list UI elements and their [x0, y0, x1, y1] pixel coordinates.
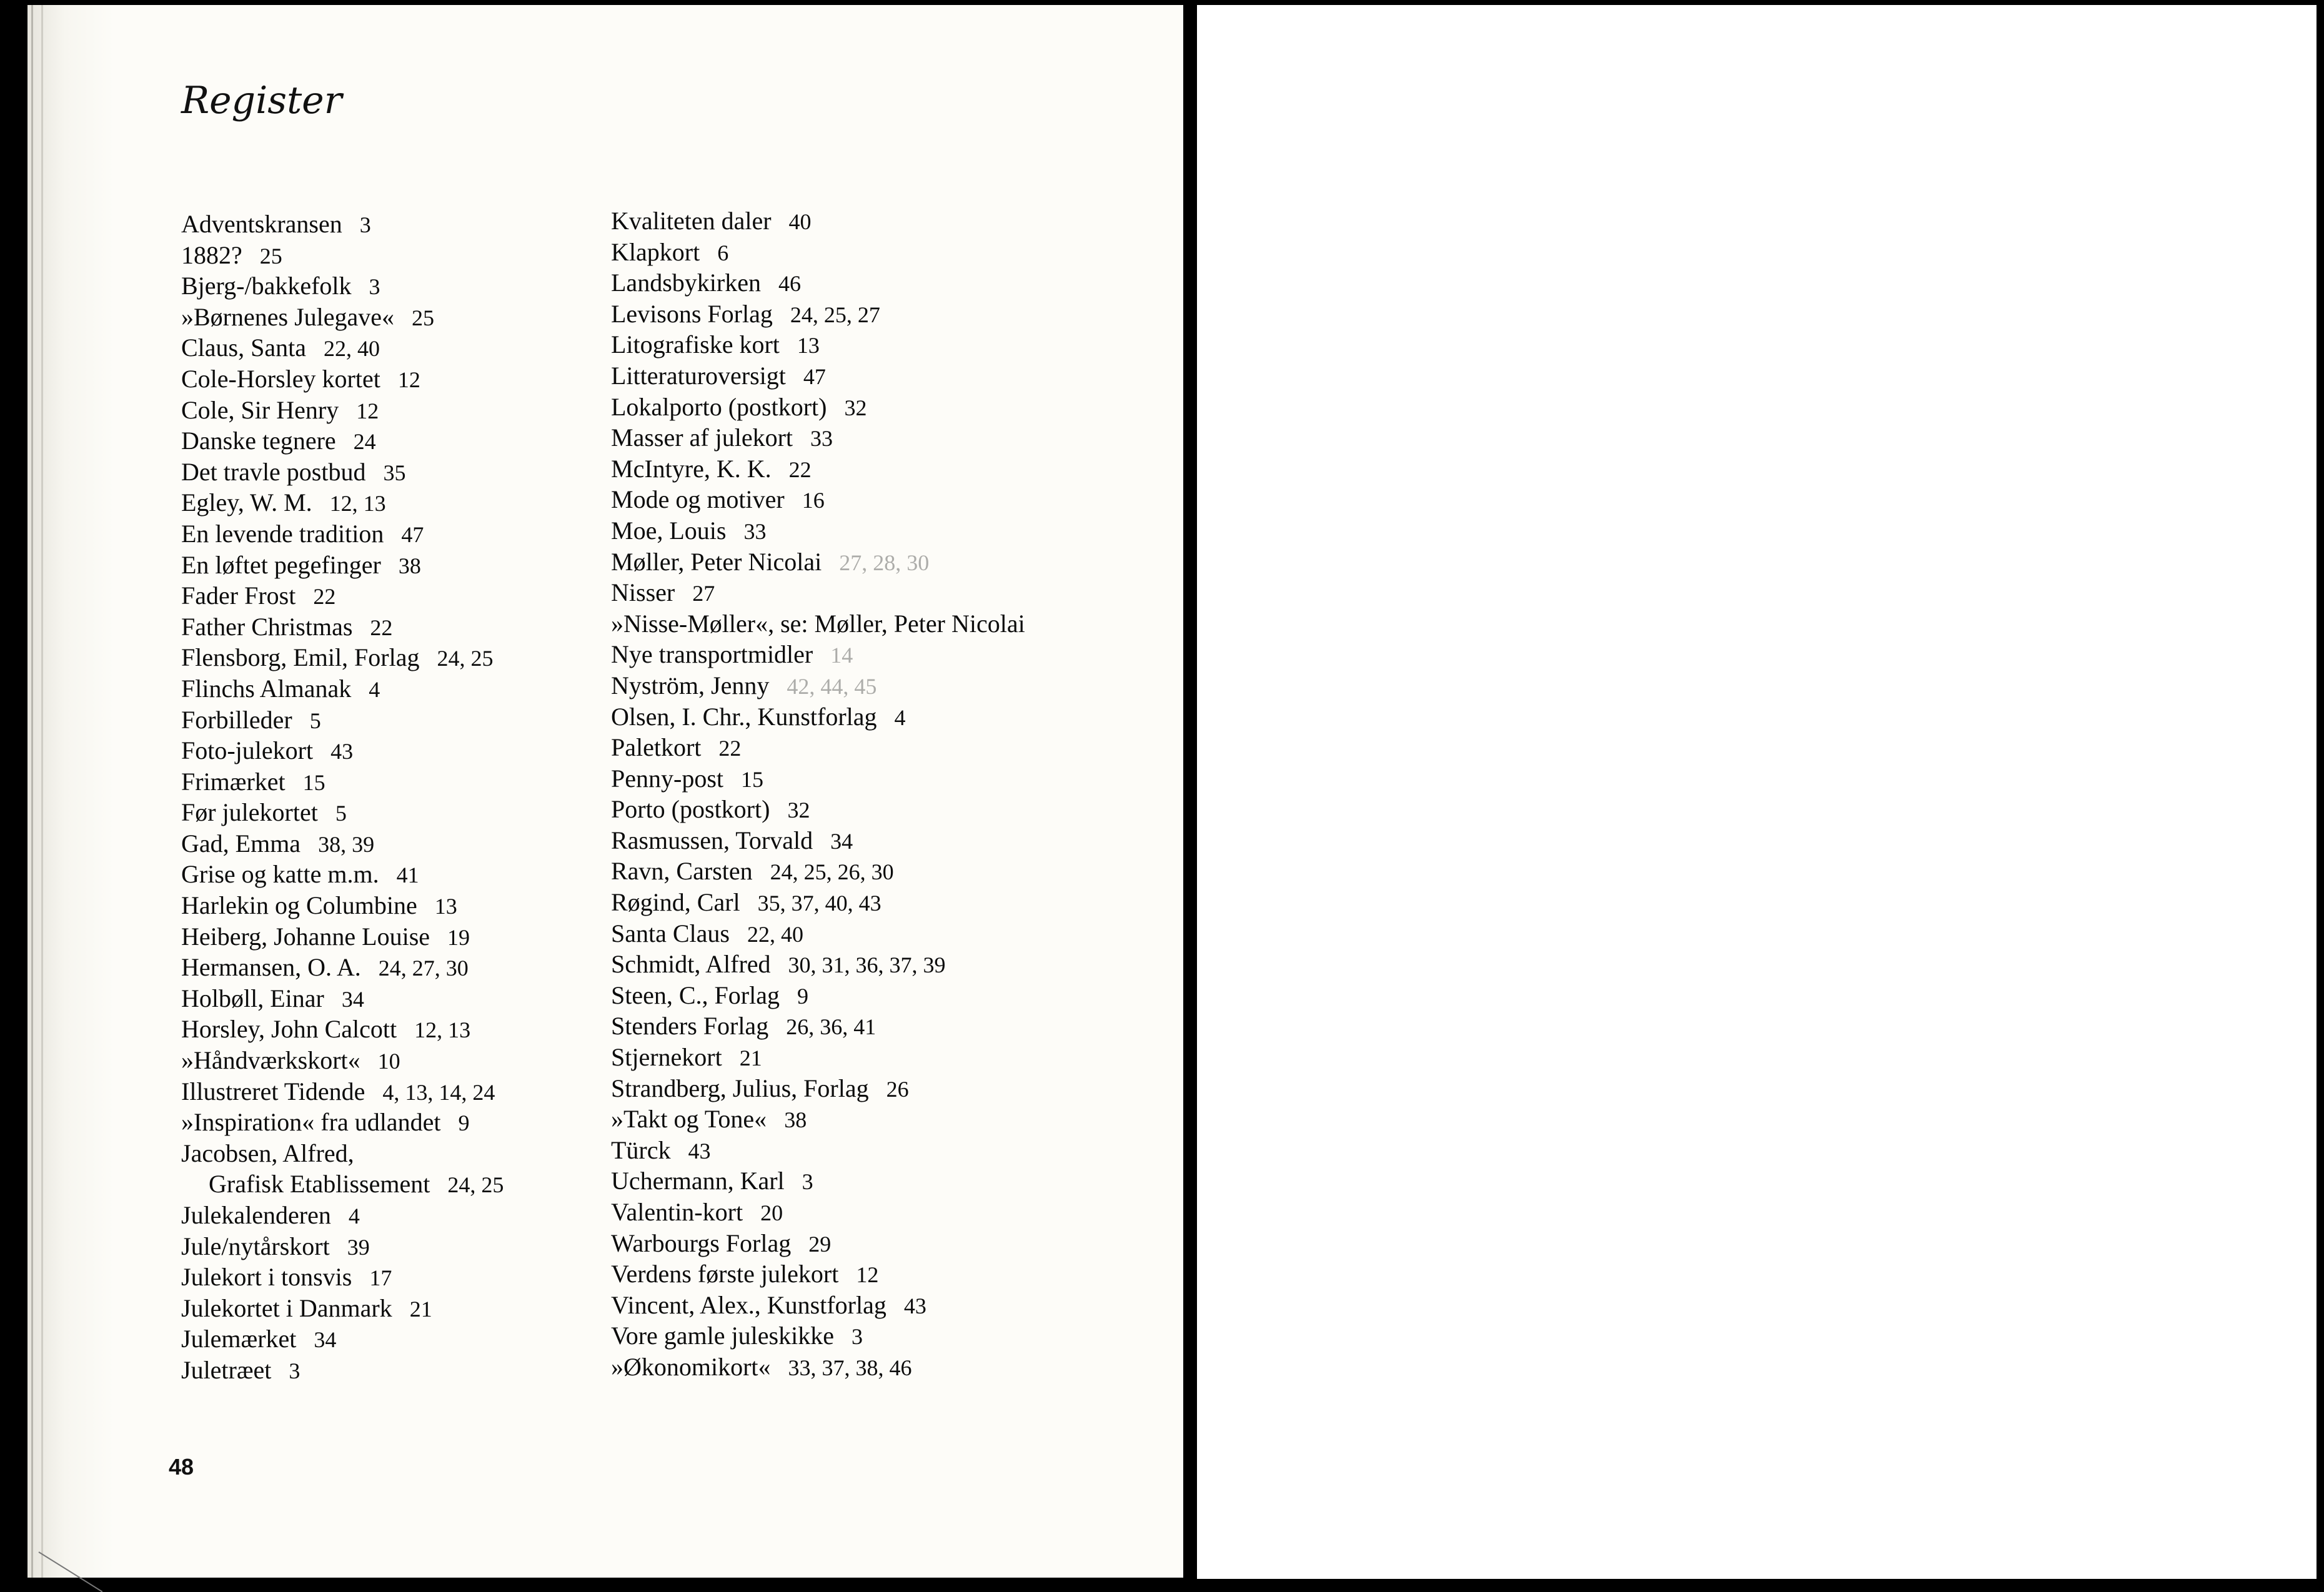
index-term: Uchermann, Karl	[611, 1167, 785, 1195]
index-entry	[181, 580, 504, 611]
index-page-refs: 22	[313, 584, 336, 610]
index-entry	[611, 918, 1025, 949]
index-page-refs: 42, 44, 45	[787, 673, 877, 699]
index-page-refs: 19	[447, 924, 470, 950]
index-term: Olsen, I. Chr., Kunstforlag	[611, 702, 877, 731]
index-term: Penny-post	[611, 764, 723, 793]
index-page-refs: 13	[434, 894, 457, 919]
index-page-refs: 12	[856, 1262, 879, 1288]
index-page-refs: 35	[383, 460, 406, 485]
index-page-refs: 12	[356, 398, 379, 423]
index-term: En levende tradition	[181, 519, 384, 548]
index-entry	[181, 1045, 504, 1076]
index-page-refs: 24, 25, 27	[790, 302, 880, 327]
index-term: Nisser	[611, 578, 675, 607]
index-entry	[181, 270, 504, 302]
index-entry	[181, 1293, 504, 1324]
index-term: Horsley, John Calcott	[181, 1015, 397, 1044]
index-term: Frimærket	[181, 767, 286, 796]
index-entry	[611, 980, 1025, 1011]
index-term: Verdens første julekort	[611, 1260, 839, 1288]
index-page-refs: 3	[802, 1169, 813, 1195]
index-entry	[181, 797, 504, 828]
binding-edge	[41, 5, 43, 1578]
index-entry	[611, 1135, 1025, 1166]
index-page-refs: 5	[335, 801, 347, 826]
index-page-refs: 25	[259, 243, 282, 269]
index-term: Holbøll, Einar	[181, 984, 324, 1012]
index-entry	[611, 422, 1025, 453]
index-entry	[611, 1104, 1025, 1135]
index-term: »Håndværkskort«	[181, 1046, 360, 1075]
index-term: Julekalenderen	[181, 1201, 331, 1229]
index-page-refs: 35, 37, 40, 43	[757, 891, 881, 916]
index-page-refs: 34	[830, 828, 853, 854]
index-term: Flinchs Almanak	[181, 674, 352, 703]
index-term: Harlekin og Columbine	[181, 891, 417, 920]
right-page-blank	[1197, 5, 2317, 1579]
index-page-refs: 4	[894, 705, 906, 730]
index-term: Warbourgs Forlag	[611, 1229, 792, 1257]
index-entry	[611, 1197, 1025, 1228]
left-page	[27, 5, 1183, 1578]
index-entry	[181, 1076, 504, 1107]
index-page-refs: 9	[797, 983, 808, 1009]
index-entry	[611, 1011, 1025, 1042]
index-page-refs: 13	[797, 333, 820, 358]
index-entry	[181, 705, 504, 736]
index-term: Julemærket	[181, 1325, 297, 1353]
index-page-refs: 29	[808, 1231, 832, 1257]
index-term: Lokalporto (postkort)	[611, 392, 827, 421]
binding-edge	[31, 5, 33, 1578]
index-page-refs: 6	[717, 240, 729, 265]
index-term: Fader Frost	[181, 581, 296, 610]
index-term: »Børnenes Julegave«	[181, 302, 395, 331]
index-term: Møller, Peter Nicolai	[611, 547, 822, 576]
index-entry	[611, 1258, 1025, 1290]
index-term: Julekortet i Danmark	[181, 1293, 392, 1322]
index-term: Grise og katte m.m.	[181, 860, 379, 889]
index-page-refs: 43	[330, 739, 354, 764]
index-term: McIntyre, K. K.	[611, 454, 772, 483]
index-entry	[181, 735, 504, 766]
index-page-refs: 12, 13	[414, 1017, 471, 1043]
index-entry	[181, 363, 504, 395]
index-term: Cole, Sir Henry	[181, 395, 339, 424]
index-term: Forbilleder	[181, 705, 292, 734]
index-entry	[181, 828, 504, 859]
index-term: Foto-julekort	[181, 736, 314, 765]
index-entry	[181, 1200, 504, 1231]
index-entry	[611, 732, 1025, 763]
index-term: Kvaliteten daler	[611, 207, 772, 235]
index-term: Danske tegnere	[181, 427, 336, 455]
index-entry	[181, 487, 504, 518]
index-entry	[181, 209, 504, 240]
index-entry	[611, 949, 1025, 980]
index-entry	[181, 240, 504, 271]
index-entry	[181, 332, 504, 363]
index-entry	[611, 701, 1025, 733]
index-term: Adventskransen	[181, 210, 342, 238]
index-term: Klapkort	[611, 237, 700, 266]
index-term: En løftet pegefinger	[181, 550, 381, 579]
index-page-refs: 9	[458, 1110, 470, 1136]
index-entry	[181, 1169, 504, 1200]
index-term: Vore gamle juleskikke	[611, 1322, 834, 1350]
index-page-refs: 22	[788, 457, 812, 482]
index-page-refs: 21	[409, 1296, 432, 1322]
index-term: Steen, C., Forlag	[611, 981, 780, 1009]
index-column-left	[181, 209, 504, 1386]
index-entry	[181, 859, 504, 890]
index-term: Cole-Horsley kortet	[181, 364, 380, 393]
index-entry	[611, 1228, 1025, 1259]
index-term: Vincent, Alex., Kunstforlag	[611, 1290, 886, 1319]
index-term: Father Christmas	[181, 612, 353, 641]
index-page-refs: 3	[851, 1324, 863, 1350]
index-term: Nye transportmidler	[611, 640, 813, 669]
index-entry	[181, 1014, 504, 1045]
index-entry	[611, 1290, 1025, 1321]
page-number: 48	[169, 1454, 194, 1480]
index-term: Strandberg, Julius, Forlag	[611, 1074, 869, 1102]
index-page-refs: 15	[302, 769, 325, 795]
index-entry	[611, 546, 1025, 578]
index-term: Det travle postbud	[181, 457, 366, 486]
index-page-refs: 34	[314, 1327, 337, 1353]
index-term: Masser af julekort	[611, 423, 793, 452]
index-entry	[181, 302, 504, 333]
index-page-refs: 22	[718, 736, 742, 761]
index-page-refs: 12, 13	[329, 491, 386, 517]
index-entry	[181, 921, 504, 952]
index-column-right	[611, 205, 1025, 1383]
index-page-refs: 24, 25	[447, 1172, 504, 1198]
index-term: »Takt og Tone«	[611, 1105, 767, 1134]
index-term: Rasmussen, Torvald	[611, 826, 813, 854]
index-entry	[181, 952, 504, 983]
index-page-refs: 43	[688, 1138, 711, 1164]
index-term: Jacobsen, Alfred,	[181, 1139, 354, 1167]
index-page-refs: 16	[802, 488, 825, 513]
index-entry	[611, 825, 1025, 856]
index-entry	[611, 763, 1025, 794]
index-page-refs: 33	[743, 518, 767, 544]
index-page-refs: 15	[741, 766, 763, 792]
index-term: Paletkort	[611, 733, 702, 762]
index-term: Illustreret Tidende	[181, 1077, 365, 1105]
index-term: Juletræet	[181, 1355, 272, 1384]
index-page-refs: 30, 31, 36, 37, 39	[788, 952, 946, 978]
index-entry	[611, 577, 1025, 608]
page-fold-mark	[38, 1551, 102, 1592]
index-term: Hermansen, O. A.	[181, 953, 361, 982]
index-term: Før julekortet	[181, 798, 318, 827]
index-page-refs: 24	[353, 429, 376, 455]
index-entry	[611, 237, 1025, 268]
index-page-refs: 26, 36, 41	[786, 1014, 876, 1040]
index-page-refs: 12	[397, 367, 420, 392]
index-page-refs: 4	[369, 676, 380, 702]
index-page-refs: 47	[803, 363, 826, 389]
index-term: Mode og motiver	[611, 485, 785, 514]
index-page-refs: 38	[784, 1107, 807, 1133]
index-entry	[611, 299, 1025, 330]
index-entry	[611, 639, 1025, 670]
index-term: Flensborg, Emil, Forlag	[181, 643, 420, 672]
index-term: Türck	[611, 1135, 671, 1164]
index-entry	[181, 457, 504, 488]
index-entry	[181, 1107, 504, 1138]
index-term: Santa Claus	[611, 919, 730, 947]
index-page-refs: 21	[739, 1046, 762, 1071]
index-page-refs: 4	[348, 1204, 360, 1229]
index-entry	[611, 484, 1025, 515]
index-entry	[611, 887, 1025, 918]
index-page-refs: 3	[289, 1358, 300, 1383]
index-term: Moe, Louis	[611, 516, 727, 545]
index-entry	[181, 1262, 504, 1293]
index-entry	[181, 611, 504, 643]
page-title: Register	[181, 79, 342, 122]
index-entry	[181, 518, 504, 550]
index-term: »Økonomikort«	[611, 1352, 771, 1381]
index-page-refs: 46	[778, 271, 801, 297]
index-page-refs: 27, 28, 30	[839, 550, 930, 575]
index-page-refs: 17	[369, 1265, 392, 1291]
index-entry	[611, 205, 1025, 237]
index-page-refs: 25	[412, 305, 435, 330]
index-page-refs: 24, 25, 26, 30	[770, 859, 894, 885]
index-entry	[611, 1352, 1025, 1383]
index-page-refs: 10	[377, 1049, 400, 1074]
index-term: Røgind, Carl	[611, 888, 740, 917]
index-entry	[181, 642, 504, 673]
index-entry	[611, 794, 1025, 825]
index-term: »Inspiration« fra udlandet	[181, 1108, 441, 1137]
index-page-refs: 33, 37, 38, 46	[788, 1355, 912, 1380]
index-term: Gad, Emma	[181, 829, 301, 858]
index-page-refs: 3	[359, 212, 371, 237]
index-term: Valentin-kort	[611, 1198, 743, 1226]
index-page-refs: 3	[369, 274, 380, 300]
index-entry	[611, 453, 1025, 485]
index-page-refs: 47	[401, 522, 424, 547]
index-term: Stjernekort	[611, 1043, 722, 1072]
index-entry	[611, 392, 1025, 423]
index-entry	[611, 329, 1025, 360]
index-term: Julekort i tonsvis	[181, 1263, 352, 1292]
index-term: Grafisk Etablissement	[209, 1170, 430, 1199]
index-page-refs: 38	[398, 553, 421, 578]
index-term: Egley, W. M.	[181, 488, 312, 517]
index-entry	[611, 1165, 1025, 1197]
index-term: 1882?	[181, 240, 242, 269]
index-page-refs: 38, 39	[318, 831, 375, 857]
index-term: Jule/nytårskort	[181, 1232, 330, 1260]
index-page-refs: 27	[692, 581, 715, 606]
index-page-refs: 22, 40	[747, 921, 803, 947]
index-entry	[611, 670, 1025, 701]
index-term: Stenders Forlag	[611, 1012, 769, 1041]
index-term: Ravn, Carsten	[611, 857, 753, 886]
index-page-refs: 26	[886, 1076, 909, 1102]
index-page-refs: 22, 40	[323, 336, 380, 362]
index-page-refs: 39	[347, 1234, 370, 1260]
index-entry	[611, 1320, 1025, 1352]
index-entry	[181, 983, 504, 1014]
index-entry	[181, 673, 504, 705]
index-entry	[181, 890, 504, 921]
index-page-refs: 32	[787, 798, 810, 823]
index-entry	[181, 1231, 504, 1262]
index-term: Litteraturoversigt	[611, 361, 786, 390]
index-page-refs: 14	[830, 643, 853, 668]
index-term: Schmidt, Alfred	[611, 950, 771, 979]
index-entry	[181, 1138, 504, 1169]
index-term: Claus, Santa	[181, 334, 306, 362]
index-entry	[611, 515, 1025, 546]
index-entry	[611, 1042, 1025, 1073]
index-term: Landsbykirken	[611, 269, 761, 297]
index-term: Bjerg-/bakkefolk	[181, 272, 352, 300]
index-entry	[181, 766, 504, 798]
index-entry	[181, 395, 504, 426]
index-term: Levisons Forlag	[611, 299, 773, 328]
index-page-refs: 4, 13, 14, 24	[382, 1079, 495, 1105]
index-term: Litografiske kort	[611, 330, 780, 359]
index-page-refs: 41	[396, 863, 419, 888]
index-page-refs: 22	[370, 615, 393, 640]
index-entry	[181, 1355, 504, 1386]
index-page-refs: 32	[844, 395, 867, 420]
index-entry	[181, 425, 504, 457]
index-page-refs: 20	[760, 1200, 783, 1225]
index-page-refs: 24, 25	[437, 646, 494, 671]
index-term: Heiberg, Johanne Louise	[181, 922, 430, 951]
index-page-refs: 5	[309, 708, 321, 733]
index-page-refs: 33	[810, 426, 833, 452]
index-page-refs: 34	[341, 986, 364, 1012]
index-page-refs: 40	[788, 209, 812, 234]
index-entry	[611, 1073, 1025, 1104]
index-entry	[611, 856, 1025, 887]
index-page-refs: 24, 27, 30	[378, 956, 469, 981]
index-entry	[611, 608, 1025, 640]
index-entry	[611, 267, 1025, 299]
index-term: »Nisse-Møller«, se: Møller, Peter Nicolai	[611, 609, 1025, 638]
index-entry	[181, 550, 504, 581]
index-page-refs: 43	[903, 1293, 926, 1318]
index-term: Porto (postkort)	[611, 795, 770, 824]
index-entry	[611, 360, 1025, 392]
index-entry	[181, 1323, 504, 1355]
index-term: Nyström, Jenny	[611, 671, 770, 700]
